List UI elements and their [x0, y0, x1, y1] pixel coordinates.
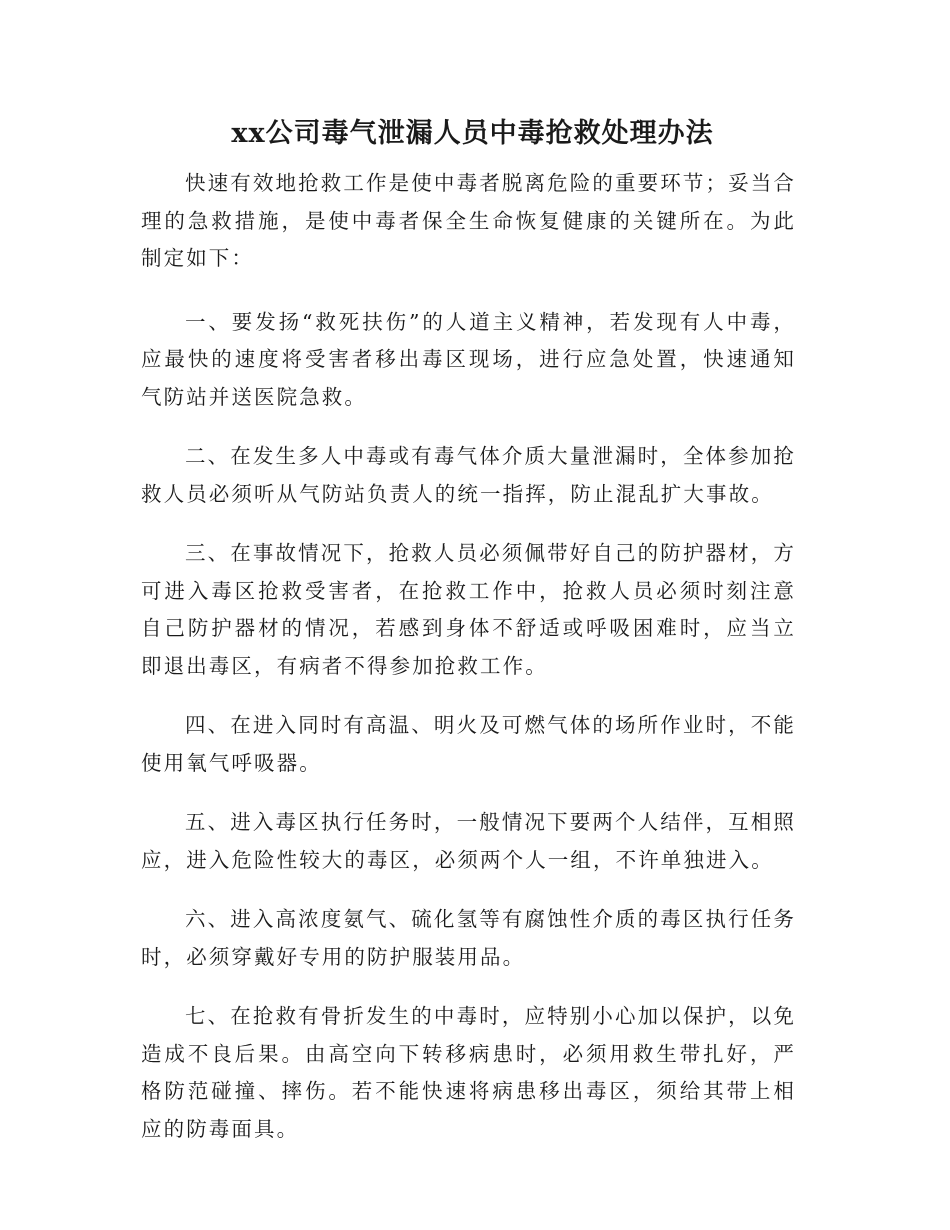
clause-3-paragraph: 三、在事故情况下，抢救人员必须佩带好自己的防护器材，方可进入毒区抢救受害者，在抢救工作中，抢救人员必须时刻注意自己防护器材的情况，若感到身体不舒适或呼吸困难时，应当立即退出毒区，有病者不得参加抢救工作。 [141, 541, 796, 678]
clause-6-paragraph: 六、进入高浓度氨气、硫化氢等有腐蚀性介质的毒区执行任务时，必须穿戴好专用的防护服装用品。 [141, 907, 796, 969]
clause-7-paragraph: 七、在抢救有骨折发生的中毒时，应特别小心加以保护，以免造成不良后果。由高空向下转移病患时，必须用救生带扎好，严格防范碰撞、摔伤。若不能快速将病患移出毒区，须给其带上相应的防毒面具。 [141, 1004, 796, 1141]
intro-paragraph: 快速有效地抢救工作是使中毒者脱离危险的重要环节；妥当合理的急救措施，是使中毒者保全生命恢复健康的关键所在。为此制定如下： [141, 171, 796, 270]
clause-2-paragraph: 二、在发生多人中毒或有毒气体介质大量泄漏时，全体参加抢救人员必须听从气防站负责人的统一指挥，防止混乱扩大事故。 [141, 444, 796, 506]
document-body [141, 165, 796, 1170]
clause-4-paragraph: 四、在进入同时有高温、明火及可燃气体的场所作业时，不能使用氧气呼吸器。 [141, 713, 796, 775]
document-title: xx公司毒气泄漏人员中毒抢救处理办法 [231, 118, 714, 149]
clause-5-paragraph: 五、进入毒区执行任务时，一般情况下要两个人结伴，互相照应，进入危险性较大的毒区，必须两个人一组，不许单独进入。 [141, 810, 796, 872]
clause-1-paragraph: 一、要发扬“救死扶伤”的人道主义精神，若发现有人中毒，应最快的速度将受害者移出毒区现场，进行应急处置，快速通知气防站并送医院急救。 [141, 309, 796, 409]
